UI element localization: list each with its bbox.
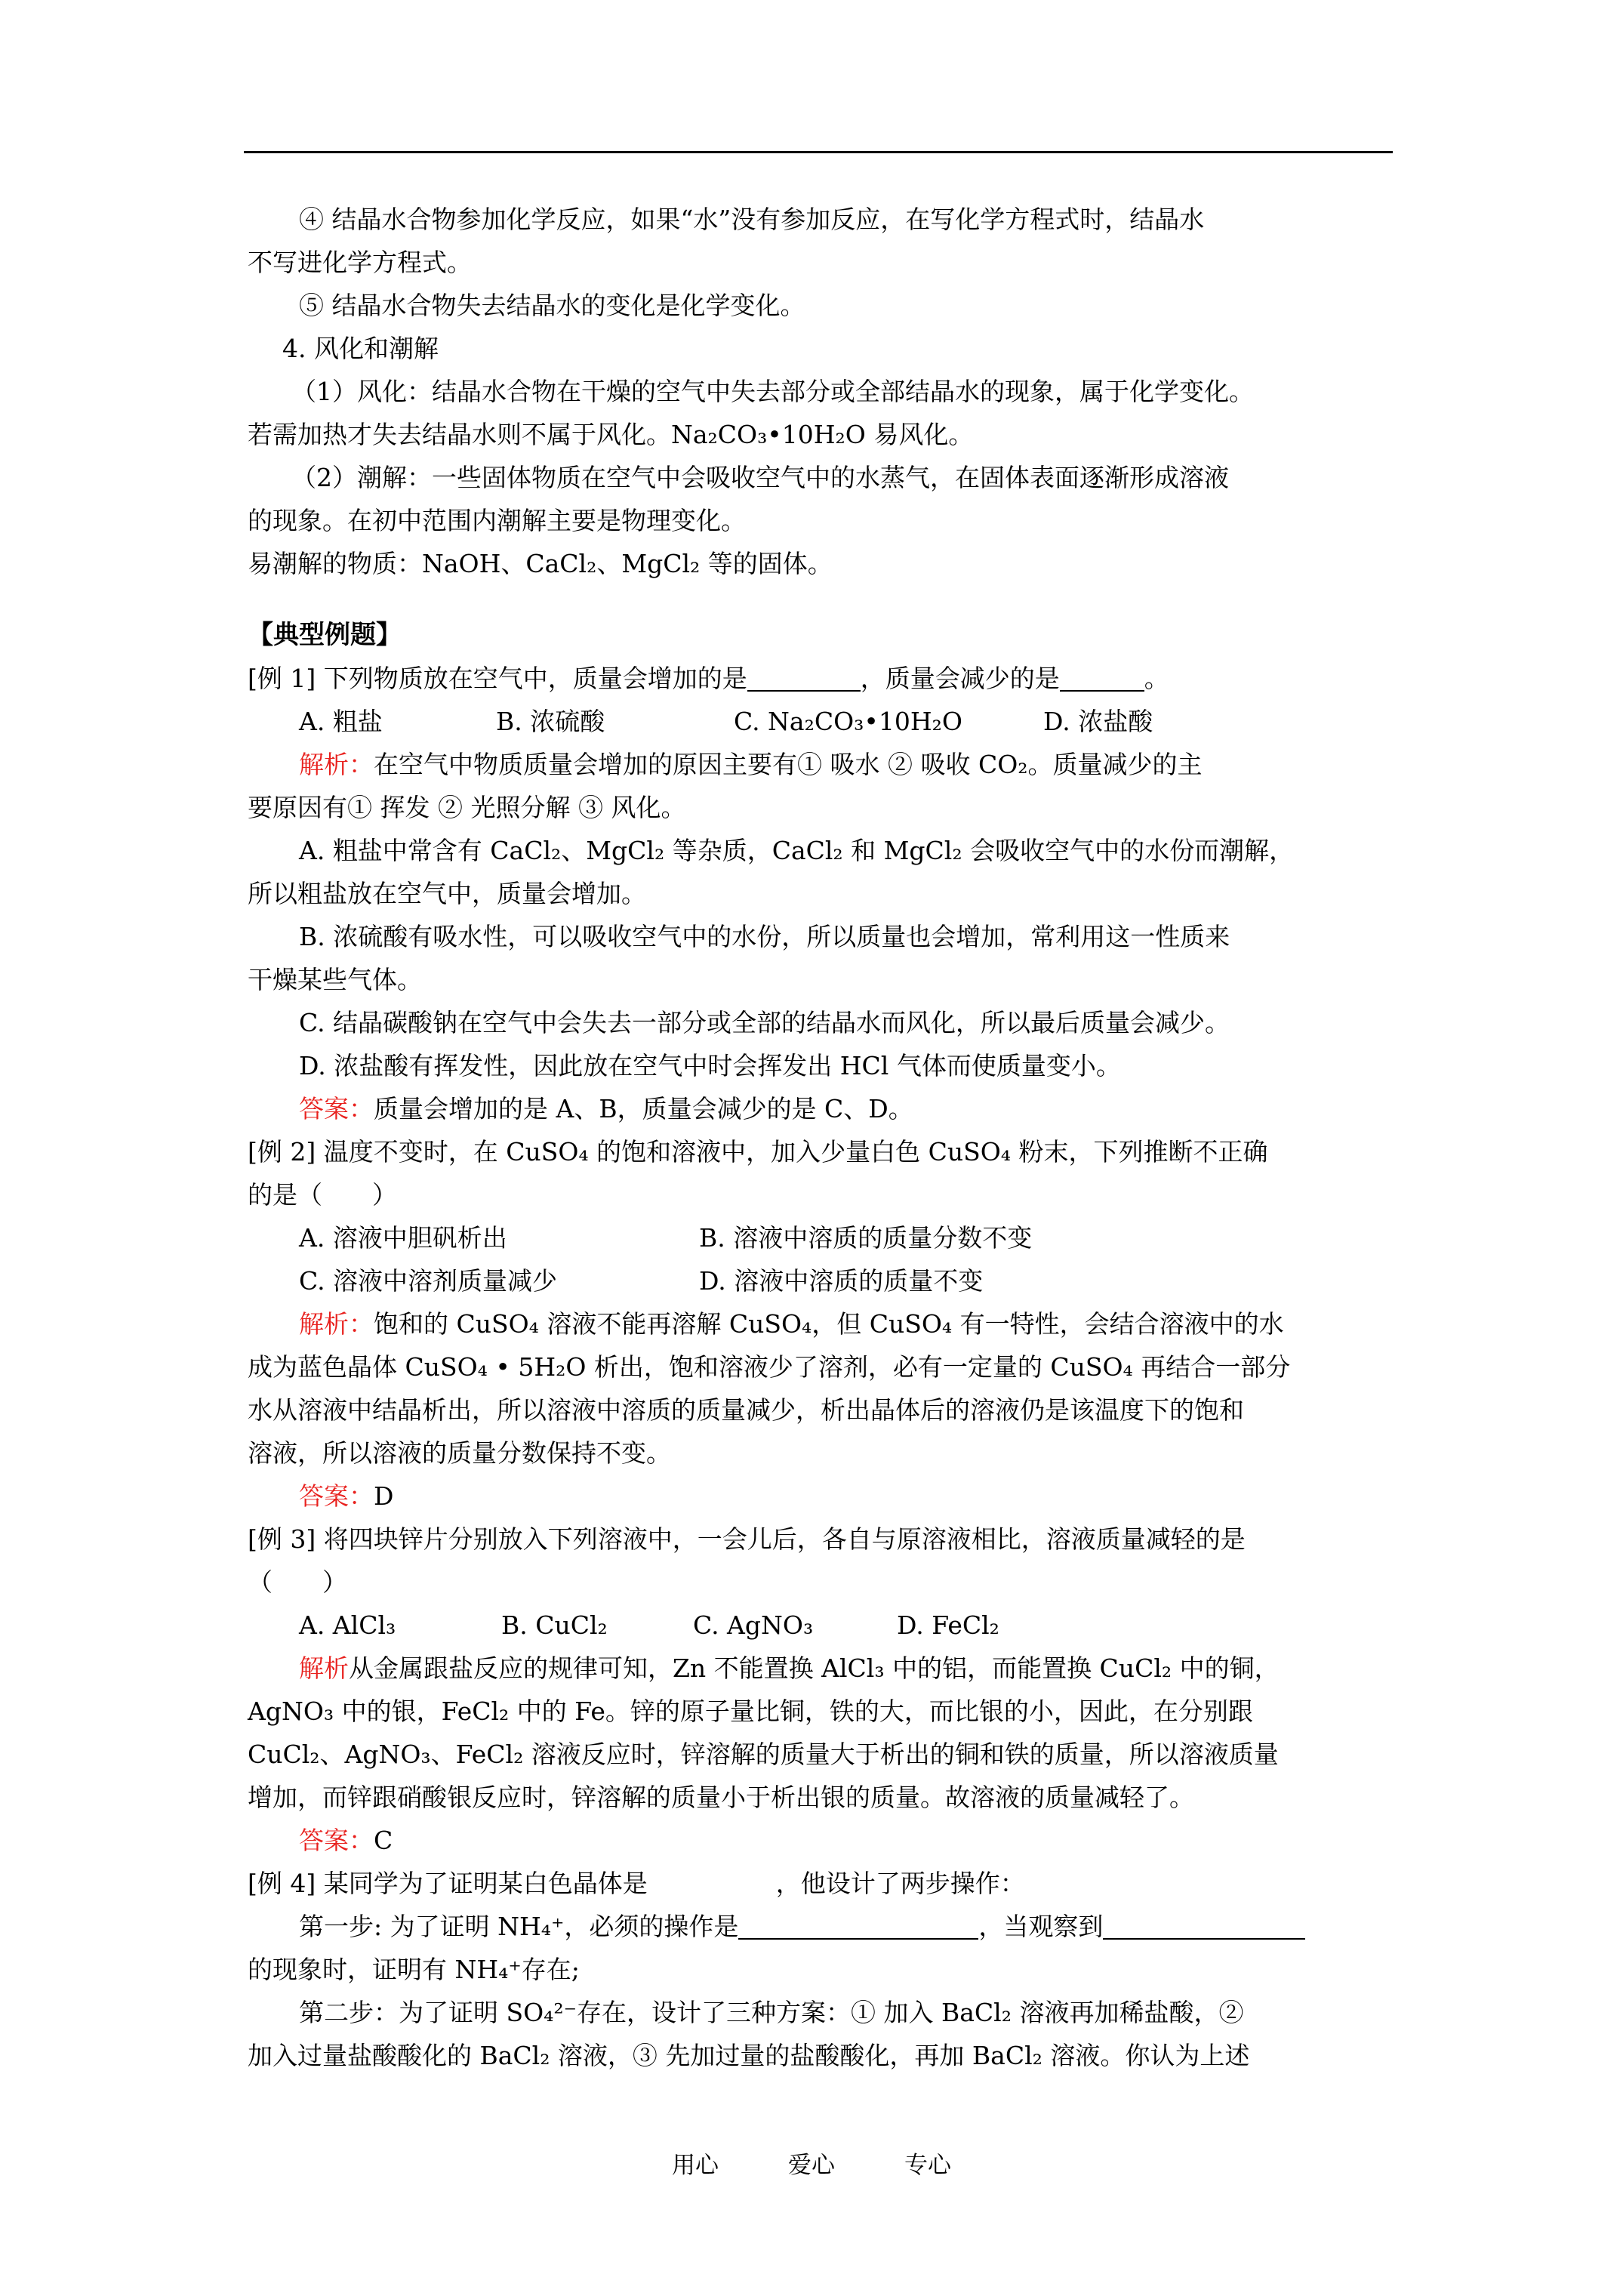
answer-line: 答案：质量会增加的是 A、B，质量会减少的是 C、D。 (299, 1094, 913, 1123)
answer-blank (747, 663, 861, 692)
text-line: C. 结晶碳酸钠在空气中会失去一部分或全部的结晶水而风化，所以最后质量会减少。 (299, 1008, 1230, 1037)
text-line: AgNO₃ 中的银，FeCl₂ 中的 Fe。锌的原子量比铜，铁的大，而比银的小，因此，在分别跟 (248, 1697, 1253, 1726)
option: D. 浓盐酸 (1043, 707, 1153, 736)
document-body (248, 198, 1394, 2077)
text-line: 不写进化学方程式。 (248, 248, 472, 277)
analysis-label: 解析 (299, 1653, 349, 1683)
analysis-label: 解析： (299, 750, 374, 779)
text-line: B. 浓硫酸有吸水性，可以吸收空气中的水份，所以质量也会增加，常利用这一性质来 (299, 922, 1230, 951)
section-title: 【典型例题】 (248, 620, 402, 650)
question-stem: [例 3] 将四块锌片分别放入下列溶液中，一会儿后，各自与原溶液相比，溶液质量减轻的是 (248, 1524, 1246, 1554)
option: D. 溶液中溶质的质量不变 (699, 1266, 984, 1296)
text-line: 增加，而锌跟硝酸银反应时，锌溶解的质量小于析出银的质量。故溶液的质量减轻了。 (248, 1783, 1194, 1812)
footer-text: 爱心 (788, 2152, 835, 2179)
text-line: （1）风化：结晶水合物在干燥的空气中失去部分或全部结晶水的现象，属于化学变化。 (291, 377, 1254, 406)
text-line: ⑤ 结晶水合物失去结晶水的变化是化学变化。 (299, 291, 805, 320)
analysis-line: 解析：饱和的 CuSO₄ 溶液不能再溶解 CuSO₄，但 CuSO₄ 有一特性，会结合溶液中的水 (299, 1309, 1284, 1339)
option: B. 溶液中溶质的质量分数不变 (699, 1223, 1033, 1253)
header-rule (244, 151, 1393, 153)
question-stem: [例 1] 下列物质放在空气中，质量会增加的是 ，质量会减少的是 。 (248, 664, 1169, 693)
text-line: D. 浓盐酸有挥发性，因此放在空气中时会挥发出 HCl 气体而使质量变小。 (299, 1051, 1121, 1080)
answer-line: 答案：D (299, 1481, 394, 1511)
question-stem: [例 2] 温度不变时，在 CuSO₄ 的饱和溶液中，加入少量白色 CuSO₄ 粉末，下列推断不正确 (248, 1137, 1268, 1166)
answer-blank (738, 1911, 978, 1940)
analysis-line: 解析：在空气中物质质量会增加的原因主要有① 吸水 ② 吸收 CO₂。质量减少的主 (299, 750, 1203, 779)
text-line: 所以粗盐放在空气中，质量会增加。 (248, 879, 646, 908)
text-line: 的现象时，证明有 NH₄⁺存在; (248, 1955, 580, 1984)
options-row (248, 700, 1394, 743)
text-line: 加入过量盐酸酸化的 BaCl₂ 溶液，③ 先加过量的盐酸酸化，再加 BaCl₂ 溶液。你认为上述 (248, 2041, 1250, 2070)
option: A. AlCl₃ (299, 1610, 396, 1640)
options-row (248, 1259, 1394, 1302)
options-row (248, 1216, 1394, 1259)
option: D. FeCl₂ (897, 1610, 999, 1640)
answer-line: 答案：C (299, 1826, 393, 1855)
text-line: ④ 结晶水合物参加化学反应，如果“水”没有参加反应，在写化学方程式时，结晶水 (299, 205, 1205, 234)
text-line: 干燥某些气体。 (248, 965, 422, 994)
page-footer (0, 2146, 1623, 2180)
answer-label: 答案： (299, 1826, 374, 1855)
options-row (248, 1604, 1394, 1647)
option: C. Na₂CO₃•10H₂O (734, 707, 962, 736)
analysis-line: 解析从金属跟盐反应的规律可知，Zn 不能置换 AlCl₃ 中的铝，而能置换 CuCl₂ 中的铜， (299, 1653, 1280, 1683)
option: B. CuCl₂ (501, 1610, 608, 1640)
footer-text: 用心 (672, 2152, 719, 2179)
section-heading: 4. 风化和潮解 (282, 334, 439, 363)
footer-text: 专心 (904, 2152, 951, 2179)
option: B. 浓硫酸 (496, 707, 605, 736)
option: A. 粗盐 (299, 707, 383, 736)
text-line: 成为蓝色晶体 CuSO₄ • 5H₂O 析出，饱和溶液少了溶剂，必有一定量的 CuSO₄ 再结合一部分 (248, 1352, 1291, 1382)
question-stem: 的是（ ） (248, 1180, 397, 1210)
text-line: A. 粗盐中常含有 CaCl₂、MgCl₂ 等杂质，CaCl₂ 和 MgCl₂ 会吸收空气中的水份而潮解， (299, 836, 1295, 865)
analysis-label: 解析： (299, 1309, 374, 1339)
answer-label: 答案： (299, 1481, 374, 1511)
text-line: CuCl₂、AgNO₃、FeCl₂ 溶液反应时，锌溶解的质量大于析出的铜和铁的质量，所以溶液质量 (248, 1740, 1279, 1769)
text-line: 第二步：为了证明 SO₄²⁻存在，设计了三种方案：① 加入 BaCl₂ 溶液再加稀盐酸，② (299, 1998, 1244, 2027)
text-line: （2）潮解：一些固体物质在空气中会吸收空气中的水蒸气，在固体表面逐渐形成溶液 (291, 463, 1229, 492)
text-line: 溶液，所以溶液的质量分数保持不变。 (248, 1438, 671, 1468)
option: A. 溶液中胆矾析出 (299, 1223, 507, 1253)
text-line: 若需加热才失去结晶水则不属于风化。Na₂CO₃•10H₂O 易风化。 (248, 420, 974, 449)
text-line: 要原因有① 挥发 ② 光照分解 ③ 风化。 (248, 793, 686, 822)
text-line: 水从溶液中结晶析出，所以溶液中溶质的质量减少，析出晶体后的溶液仍是该温度下的饱和 (248, 1395, 1244, 1425)
text-line: 易潮解的物质：NaOH、CaCl₂、MgCl₂ 等的固体。 (248, 549, 833, 578)
text-line: 的现象。在初中范围内潮解主要是物理变化。 (248, 506, 746, 535)
question-stem: [例 4] 某同学为了证明某白色晶体是 ，他设计了两步操作： (248, 1869, 1025, 1898)
option: C. 溶液中溶剂质量减少 (299, 1266, 558, 1296)
option: C. AgNO₃ (693, 1610, 814, 1640)
answer-blank (1103, 1911, 1305, 1940)
answer-label: 答案： (299, 1094, 374, 1123)
question-stem: （ ） (248, 1567, 347, 1597)
question-line: 第一步: 为了证明 NH₄⁺，必须的操作是 ，当观察到 (248, 1905, 1394, 1948)
answer-blank (1060, 663, 1144, 692)
